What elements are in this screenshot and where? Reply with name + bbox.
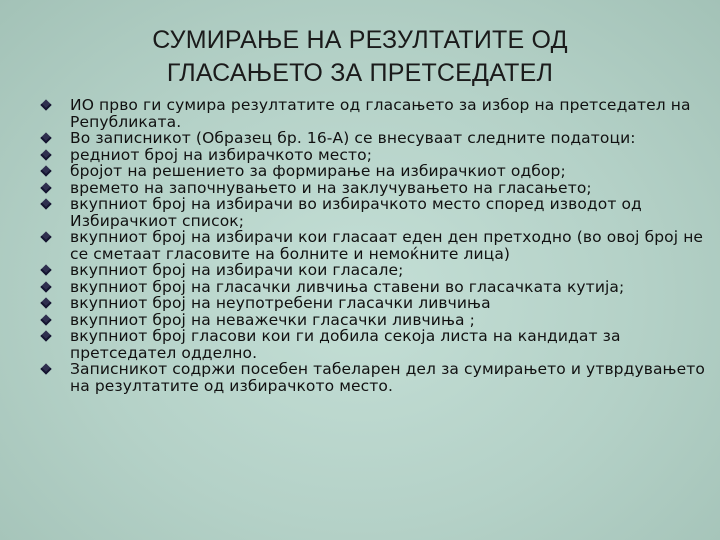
bullet-text: ИО прво ги сумира резултатите од гласањето за избор на претседател на Републиката. — [70, 96, 691, 131]
diamond-bullet-icon — [40, 363, 51, 374]
bullet-text: бројот на решението за формирање на избирачкиот одбор; — [70, 162, 566, 180]
bullet-item — [38, 229, 710, 262]
bullet-text: вкупниот број гласови кои ги добила секоја листа на кандидат за претседател одделно. — [70, 327, 621, 362]
bullet-text: вкупниот број на гласачки ливчиња ставени во гласачката кутија; — [70, 277, 625, 296]
diamond-bullet-icon — [40, 99, 51, 110]
bullet-text: вкупниот број на избирачи во избирачкото место според изводот од Избирачкиот список; — [70, 195, 642, 230]
bullet-text: вкупниот број на избирачи кои гласаат еден ден претходно (во овој број не се сметаат гласовите на болните и немоќните лица) — [70, 228, 704, 263]
bullet-text: вкупниот број на неважечки гласачки ливчиња ; — [70, 310, 475, 329]
diamond-bullet-icon — [40, 198, 51, 209]
bullet-item — [38, 196, 710, 229]
slide-title-line-2: ГЛАСАЊЕТО ЗА ПРЕТСЕДАТЕЛ — [166, 59, 554, 87]
diamond-bullet-icon — [40, 314, 51, 325]
diamond-bullet-icon — [40, 132, 51, 143]
bullet-text: Во записникот (Образец бр. 16-А) се внесуваат следните податоци: — [70, 129, 636, 147]
diamond-bullet-icon — [40, 182, 51, 193]
bullet-text: редниот број на избирачкото место; — [70, 145, 373, 164]
bullet-text: Записникот содржи посебен табеларен дел за сумирањето и утврдувањето на резултатите од избирачкото место. — [70, 360, 705, 395]
diamond-bullet-icon — [40, 330, 51, 341]
bullet-item — [38, 328, 710, 361]
bullet-item — [38, 312, 710, 329]
diamond-bullet-icon — [40, 231, 51, 242]
bullet-text: вкупниот број на избирачи кои гласале; — [70, 261, 404, 279]
diamond-bullet-icon — [40, 149, 51, 160]
bullet-text: вкупниот број на неупотребени гласачки ливчиња — [70, 294, 491, 312]
slide-title — [60, 24, 660, 90]
bullet-list — [38, 97, 710, 394]
diamond-bullet-icon — [40, 281, 51, 292]
diamond-bullet-icon — [40, 264, 51, 275]
bullet-item — [38, 262, 710, 279]
bullet-item — [38, 163, 710, 180]
bullet-item — [38, 361, 710, 394]
slide-title-line-1: СУМИРАЊЕ НА РЕЗУЛТАТИТЕ ОД — [152, 26, 568, 54]
bullet-item — [38, 295, 710, 312]
bullet-item — [38, 97, 710, 130]
bullet-item — [38, 279, 710, 296]
bullet-item — [38, 180, 710, 197]
bullet-text: времето на започнувањето и на заклучувањето на гласањето; — [70, 178, 592, 197]
bullet-item — [38, 130, 710, 147]
diamond-bullet-icon — [40, 297, 51, 308]
diamond-bullet-icon — [40, 165, 51, 176]
bullet-item — [38, 147, 710, 164]
